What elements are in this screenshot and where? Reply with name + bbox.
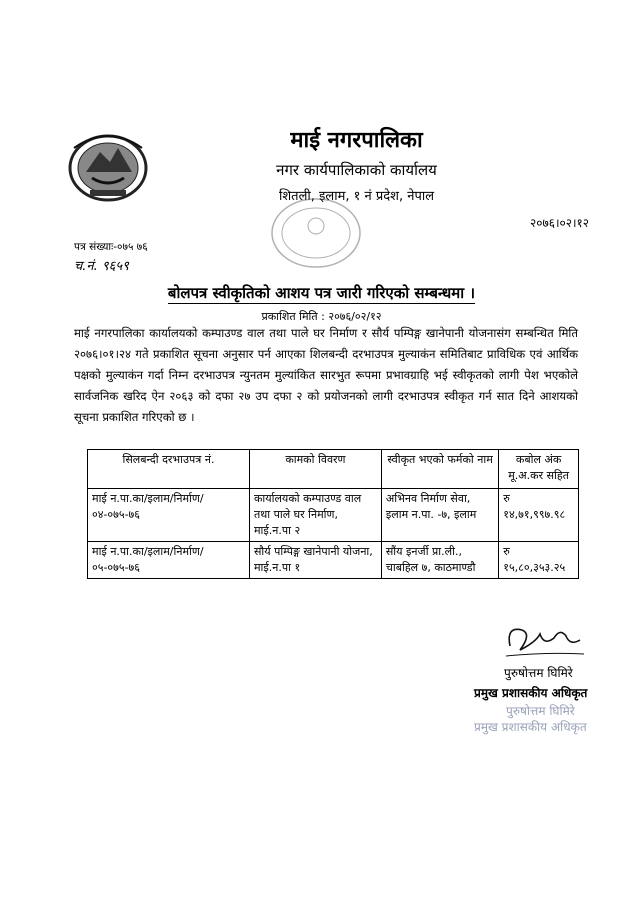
cell-bid-no: माई न.पा.का/इलाम/निर्माण/०४-०७५-७६: [88, 489, 250, 542]
office-stamp-icon: [268, 196, 364, 270]
cell-firm: सौंय इनर्जी प्रा.ली., चाबहिल ७, काठमाण्डौ: [381, 542, 498, 579]
subject-line: [0, 283, 643, 303]
published-date: प्रकाशित मिति : २०७६/०२/१२: [261, 310, 382, 323]
dispatch-number: च.नं. ९६५९: [74, 259, 129, 274]
signatory-name: पुरुषोत्तम घिमिरे: [504, 666, 573, 680]
office-address: शितली, इलाम, १ नं प्रदेश, नेपाल: [278, 189, 435, 204]
cell-work: सौर्य पम्पिङ्ग खानेपानी योजना, माई.न.पा १: [249, 542, 381, 579]
signature-icon: [496, 616, 592, 666]
name-stamp-line2: प्रमुख प्रशासकीय अधिकृत: [474, 720, 587, 734]
table-row: [88, 489, 579, 542]
col-header-bid-no: सिलबन्दी दरभाउपत्र नं.: [88, 450, 250, 489]
name-stamp-line1: पुरुषोत्तम घिमिरे: [506, 704, 575, 718]
letter-date: २०७६।०२।१२: [530, 216, 590, 230]
col-header-work: कामको विवरण: [249, 450, 381, 489]
cell-work: कार्यालयको कम्पाउण्ड वाल तथा पाले घर निर्माण, माई.न.पा २: [249, 489, 381, 542]
signatory-title: प्रमुख प्रशासकीय अधिकृत: [474, 686, 588, 700]
subject-text: बोलपत्र स्वीकृतिको आशय पत्र जारी गरिएको सम्बन्धमा ।: [167, 284, 476, 302]
reference-number: पत्र संख्याः-०७५ ७६: [74, 241, 148, 253]
table-header-row: [88, 450, 579, 489]
table-row: [88, 542, 579, 579]
office-name: नगर कार्यपालिकाको कार्यालय: [276, 161, 437, 179]
org-name: माई नगरपालिका: [290, 128, 423, 153]
cell-bid-no: माई न.पा.का/इलाम/निर्माण/०५-०७५-७६: [88, 542, 250, 579]
cell-amount: रु १५,८०,३५३.२५: [499, 542, 579, 579]
col-header-firm: स्वीकृत भएको फर्मको नाम: [381, 450, 498, 489]
cell-firm: अभिनव निर्माण सेवा, इलाम न.पा. -७, इलाम: [381, 489, 498, 542]
notice-body: माई नगरपालिका कार्यालयको कम्पाउण्ड वाल तथा पाले घर निर्माण र सौर्य पम्पिङ्ग खानेपानी योजनासंग सम्बन्धित मिति २०७६।०१।२४ गते प्रकाशित सूचना अनुसार पर्न आएका शिलबन्दी दरभाउपत्र मुल्याकंन समितिबाट प्राविधिक एवं आर्थिक पक्षको मुल्याकंन गर्दा निम्न दरभाउपत्र न्युनतम मुल्यांकित सारभुत रूपमा प्रभावग्राहि भई स्वीकृतको लागी पेश भएकोले सार्वजनिक खरिद ऐन २०६३ को दफा २७ उप दफा २ को प्रयोजनको लागी दरभाउपत्र स्वीकृत गर्न सात दिने आशयको सूचना प्रकाशित गरिएको छ ।: [74, 326, 578, 424]
cell-amount: रु १४,७१,९९७.९८: [499, 489, 579, 542]
col-header-amount: कबोल अंक मू.अ.कर सहित: [499, 450, 579, 489]
bid-table: [87, 449, 579, 579]
